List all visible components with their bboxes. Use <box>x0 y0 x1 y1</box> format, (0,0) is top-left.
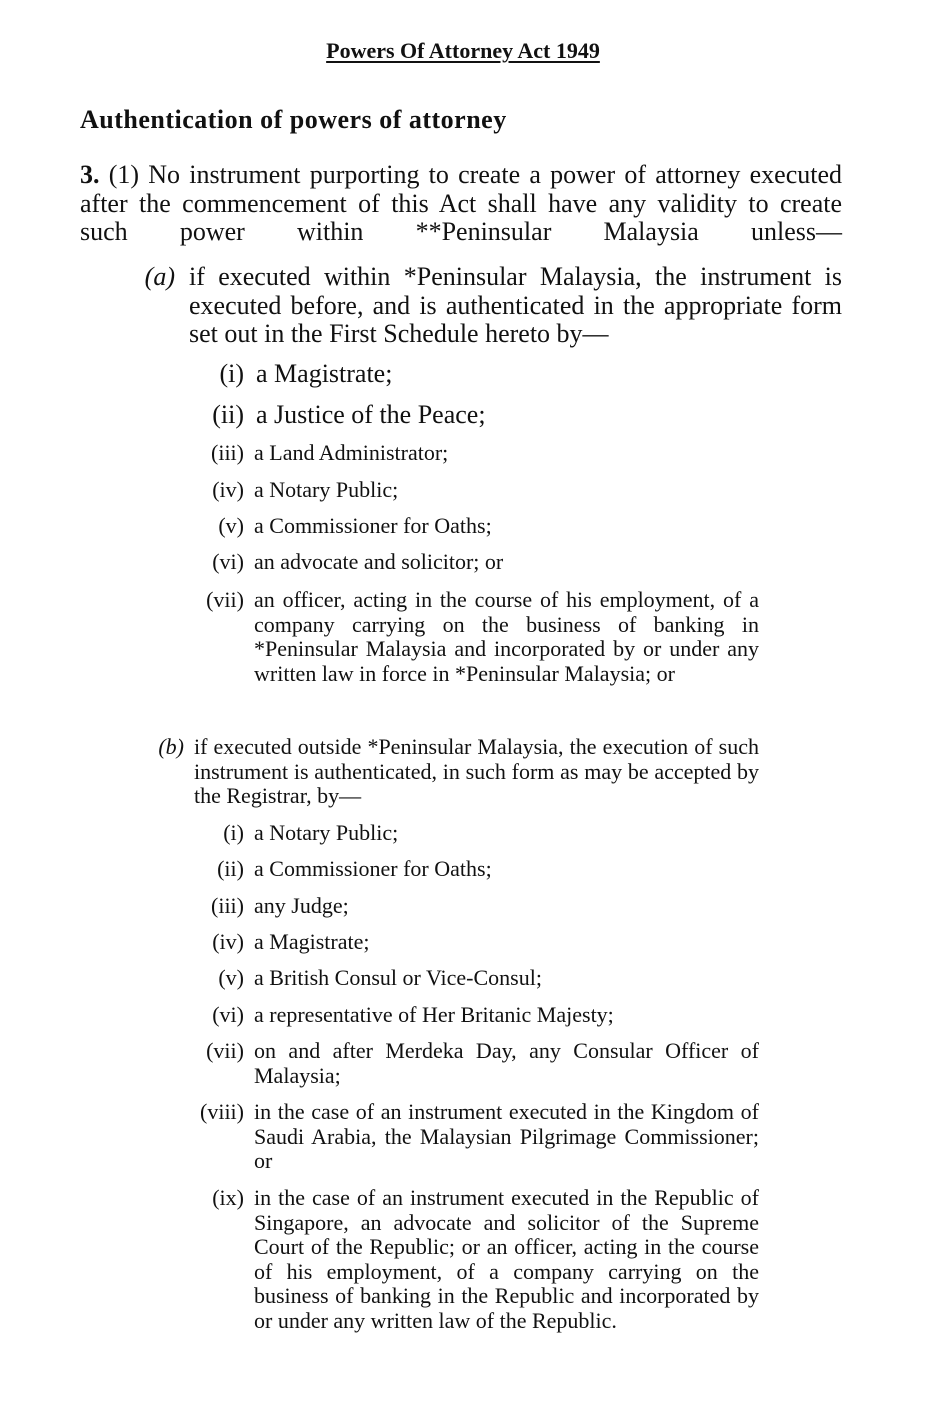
list-item-label: (vii) <box>206 587 244 612</box>
list-item-text: a Notary Public; <box>254 477 399 502</box>
list-item-label: (i) <box>219 359 244 388</box>
paragraph-b-label: (b) <box>158 734 184 759</box>
list-item-label: (ix) <box>212 1185 244 1210</box>
paragraph-b-text: if executed outside *Peninsular Malaysia, the execution of such instrument is authenticated, in such form as may be accepted by the Registrar, by— <box>194 734 759 808</box>
section-heading: Authentication of powers of attorney <box>80 105 507 134</box>
list-item-label: (iii) <box>211 440 244 465</box>
list-item-text: a Notary Public; <box>254 820 399 845</box>
list-item-text: an officer, acting in the course of his employment, of a company carrying on the business of banking in *Peninsular Malaysia and incorporated by or under any written law in force in *Peninsular Malaysia; or <box>254 587 759 686</box>
list-item-label: (viii) <box>200 1099 244 1124</box>
list-item-text: a Commissioner for Oaths; <box>254 513 492 538</box>
subsection-number: (1) <box>108 160 140 189</box>
list-item-label: (ii) <box>217 856 244 881</box>
list-item-label: (v) <box>218 965 244 990</box>
list-item-text: any Judge; <box>254 893 349 918</box>
list-item-text: a Magistrate; <box>256 359 393 388</box>
paragraph-a-label: (a) <box>144 262 175 291</box>
list-item-text: a Magistrate; <box>254 929 370 954</box>
list-item-text: in the case of an instrument executed in the Kingdom of Saudi Arabia, the Malaysian Pilgrimage Commissioner; or <box>254 1099 759 1173</box>
list-item-label: (vi) <box>212 1002 244 1027</box>
list-item-label: (vi) <box>212 549 244 574</box>
list-item-label: (i) <box>223 820 244 845</box>
list-item-text: on and after Merdeka Day, any Consular Officer of Malaysia; <box>254 1038 759 1088</box>
list-item-text: an advocate and solicitor; or <box>254 549 504 574</box>
list-item-text: a British Consul or Vice-Consul; <box>254 965 542 990</box>
list-item-text: in the case of an instrument executed in the Republic of Singapore, an advocate and solicitor of the Supreme Court of the Republic; or an officer, acting in the course of his employment, of a company carrying on the business of banking in the Republic and incorporated by or under any written law of the Republic. <box>254 1185 759 1333</box>
list-item-text: a Commissioner for Oaths; <box>254 856 492 881</box>
list-item-label: (iv) <box>212 477 244 502</box>
document-title: Powers Of Attorney Act 1949 <box>326 38 600 63</box>
list-item-label: (v) <box>218 513 244 538</box>
list-item-label: (iv) <box>212 929 244 954</box>
section-intro <box>80 161 842 247</box>
paragraph-a-text: if executed within *Peninsular Malaysia, the instrument is executed before, and is authenticated in the appropriate form set out in the First Schedule hereto by— <box>189 262 842 348</box>
section-number: 3. <box>80 160 100 189</box>
list-item-label: (vii) <box>206 1038 244 1063</box>
list-item-label: (iii) <box>211 893 244 918</box>
list-item-text: a Land Administrator; <box>254 440 449 465</box>
list-item-text: a representative of Her Britanic Majesty; <box>254 1002 614 1027</box>
list-item-label: (ii) <box>212 400 244 429</box>
section-intro-text: No instrument purporting to create a power of attorney executed after the commencement of this Act shall have any validity to create such power within **Peninsular Malaysia unless— <box>80 160 842 246</box>
list-item-text: a Justice of the Peace; <box>256 400 486 429</box>
